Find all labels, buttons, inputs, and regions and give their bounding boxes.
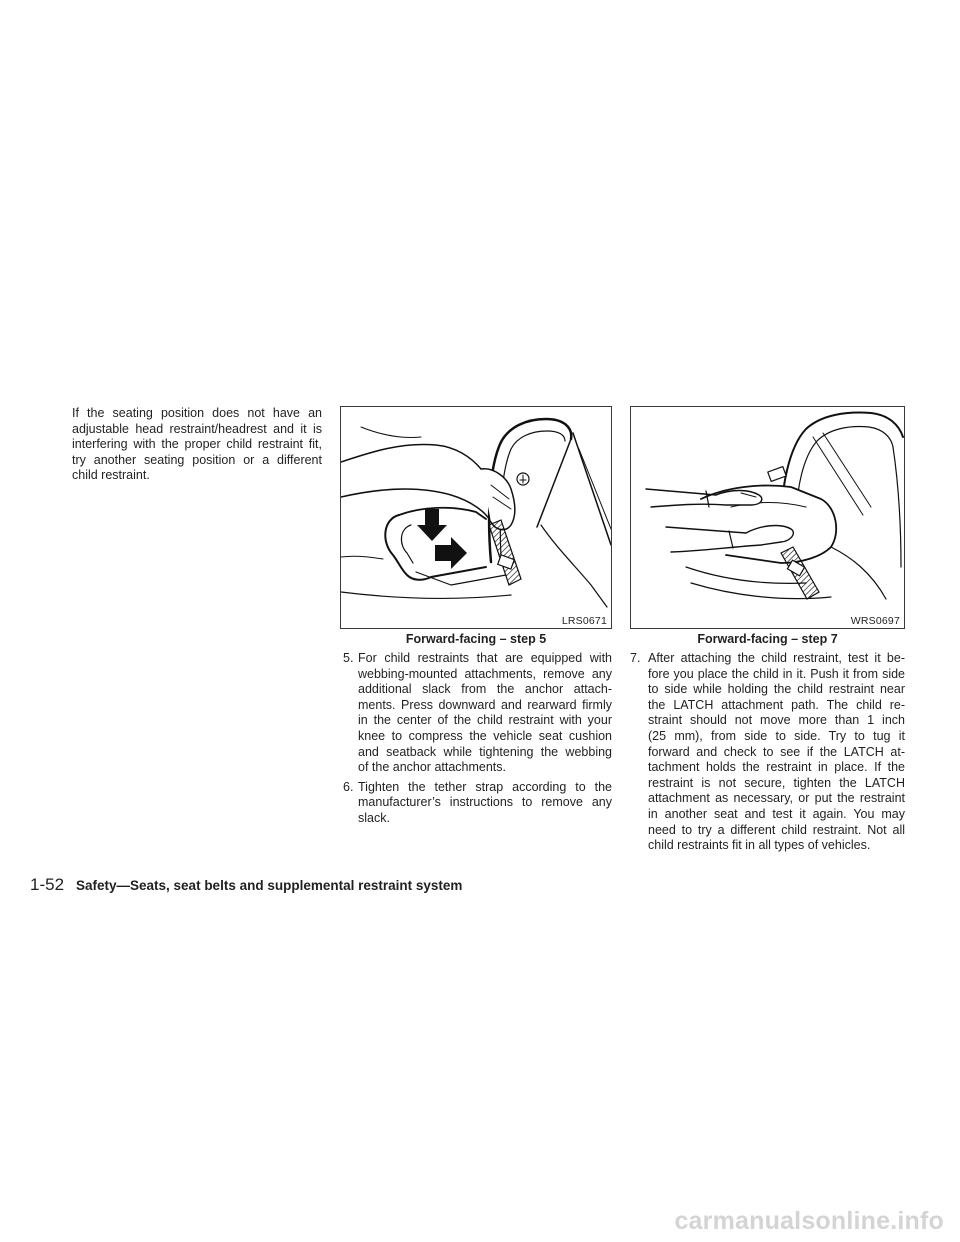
illustration-step-5 [341, 407, 611, 615]
intro-line: If the seating position does not have an [72, 406, 322, 420]
step-number: 6. [343, 779, 354, 794]
hand [481, 469, 515, 530]
intro-line: interfering with the proper child restraint fit, [72, 437, 322, 452]
step-line: to side while holding the child restraint near [648, 682, 905, 697]
seat-lower-side [541, 525, 607, 607]
step-line: slack. [358, 810, 390, 825]
upper-arm [341, 444, 481, 469]
step-line: (25 mm), from side to side. Try to tug it [648, 728, 905, 743]
seat-side-edge [573, 433, 611, 545]
step-line: attachment as necessary, or put the restraint [648, 791, 905, 806]
seat-right-side [893, 447, 901, 567]
child-seat-armrest [399, 508, 486, 519]
step-line: additional slack from the anchor attach- [358, 682, 612, 697]
step-line: straint should not move more than 1 inch [648, 713, 905, 728]
section-title: Safety—Seats, seat belts and supplemental restraint system [76, 878, 463, 893]
seat-cushion-line [341, 556, 383, 559]
step-line: and seatback while tightening the webbing [358, 744, 612, 759]
step-6 [343, 780, 612, 827]
step-7 [630, 651, 905, 854]
step-line: Tighten the tether strap according to the [358, 779, 612, 794]
seat-side-edge-inner [579, 449, 611, 529]
page-number: 1-52 [30, 875, 65, 894]
intro-line: adjustable head restraint/headrest and it is [72, 421, 322, 436]
figure-code: WRS0697 [850, 615, 900, 627]
watermark: carmanualsonline.info [674, 1207, 944, 1235]
step-number: 5. [343, 651, 354, 665]
seat-lower-side [831, 547, 886, 599]
step-line: of the anchor attachments. [358, 760, 507, 775]
step-line: For child restraints that are equipped with [358, 651, 612, 665]
tether-anchor-mark [520, 475, 526, 483]
step-line: webbing-mounted attachments, remove any [358, 666, 612, 681]
step-number: 7. [630, 651, 641, 665]
step-5 [343, 651, 612, 776]
step-line: in the center of the child restraint with your [358, 713, 612, 728]
step-line: in another seat and test it again. You may [648, 806, 905, 821]
step-line: restraint is not secure, tighten the LATCH [648, 775, 905, 790]
figure-caption: Forward-facing – step 5 [405, 632, 547, 646]
figure-caption: Forward-facing – step 7 [697, 632, 838, 646]
step-line: After attaching the child restraint, test it be- [648, 651, 905, 665]
intro-line: try another seating position or a different [72, 452, 322, 467]
step-line: ments. Press downward and rearward firmly [358, 697, 612, 712]
step-line: manufacturer’s instructions to remove any [358, 795, 612, 810]
steps-list [343, 651, 612, 827]
step-line: fore you place the child in it. Push it from side [648, 666, 905, 681]
step-line: tachment holds the restraint in place. If the [648, 760, 905, 775]
step-line: knee to compress the vehicle seat cushion [358, 728, 612, 743]
figure-forward-facing-step-5 [340, 406, 612, 629]
tether-buckle [768, 467, 786, 482]
steps-list [630, 651, 905, 854]
seat-cushion-edge [341, 592, 511, 598]
illustration-step-7 [631, 407, 904, 615]
step-line: need to try a different child restraint. Not all [648, 822, 905, 837]
figure-forward-facing-step-7 [630, 406, 905, 629]
intro-paragraph [72, 406, 322, 484]
step-line: forward and check to see if the LATCH at- [648, 744, 905, 759]
figure-code: LRS0671 [561, 615, 607, 627]
seatback-panel-edge [537, 439, 571, 527]
intro-line: child restraint. [72, 468, 150, 483]
step-line: the LATCH attachment path. The child re- [648, 697, 905, 712]
step-line: child restraints fit in all types of vehicles. [648, 838, 871, 853]
shoulder-line [361, 427, 421, 438]
lower-arm [341, 489, 491, 522]
